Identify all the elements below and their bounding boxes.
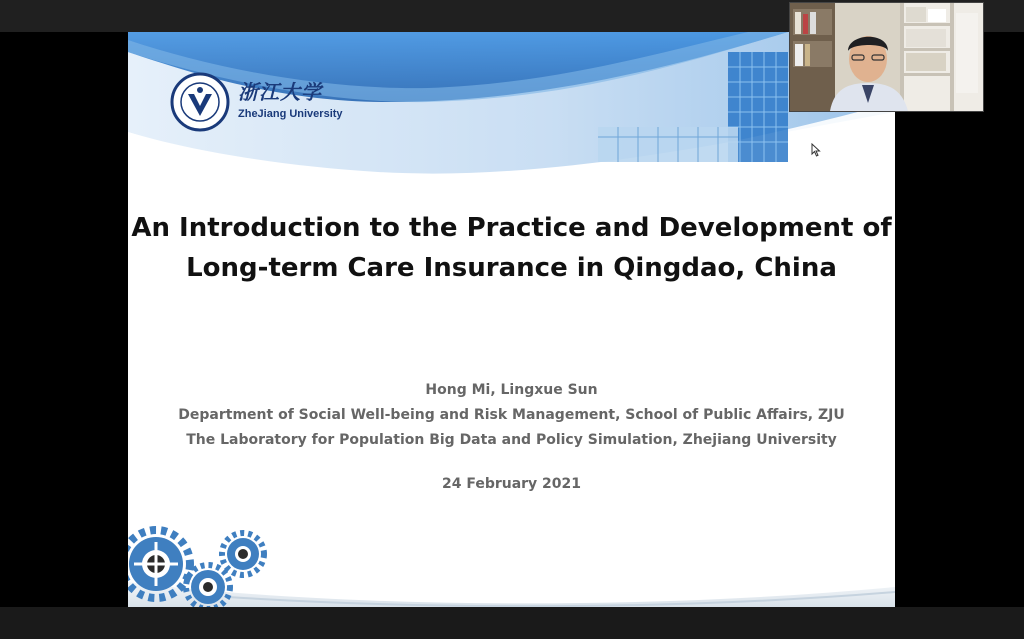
webcam-video-thumbnail[interactable] xyxy=(789,2,984,112)
affiliation-2: The Laboratory for Population Big Data and Policy Simulation, Zhejiang University xyxy=(186,432,837,448)
university-name-english: ZheJiang University xyxy=(238,108,343,120)
authors: Hong Mi, Lingxue Sun xyxy=(425,382,598,398)
university-name-chinese: 浙江大学 xyxy=(238,80,322,104)
author-block xyxy=(128,378,895,453)
title-line-1: An Introduction to the Practice and Development of xyxy=(131,213,892,243)
presentation-slide xyxy=(128,32,895,607)
title-line-2: Long-term Care Insurance in Qingdao, China xyxy=(186,253,837,283)
bottom-bar xyxy=(0,607,1024,639)
slide-title xyxy=(128,208,895,288)
mouse-cursor-icon xyxy=(811,143,821,157)
presentation-date: 24 February 2021 xyxy=(441,476,582,492)
university-logo-icon xyxy=(170,72,230,132)
gear-icon xyxy=(128,512,278,607)
slide-header-decoration xyxy=(128,32,895,212)
presenter-video-icon xyxy=(790,3,983,111)
affiliation-1: Department of Social Well-being and Risk Management, School of Public Affairs, ZJU xyxy=(178,407,845,423)
